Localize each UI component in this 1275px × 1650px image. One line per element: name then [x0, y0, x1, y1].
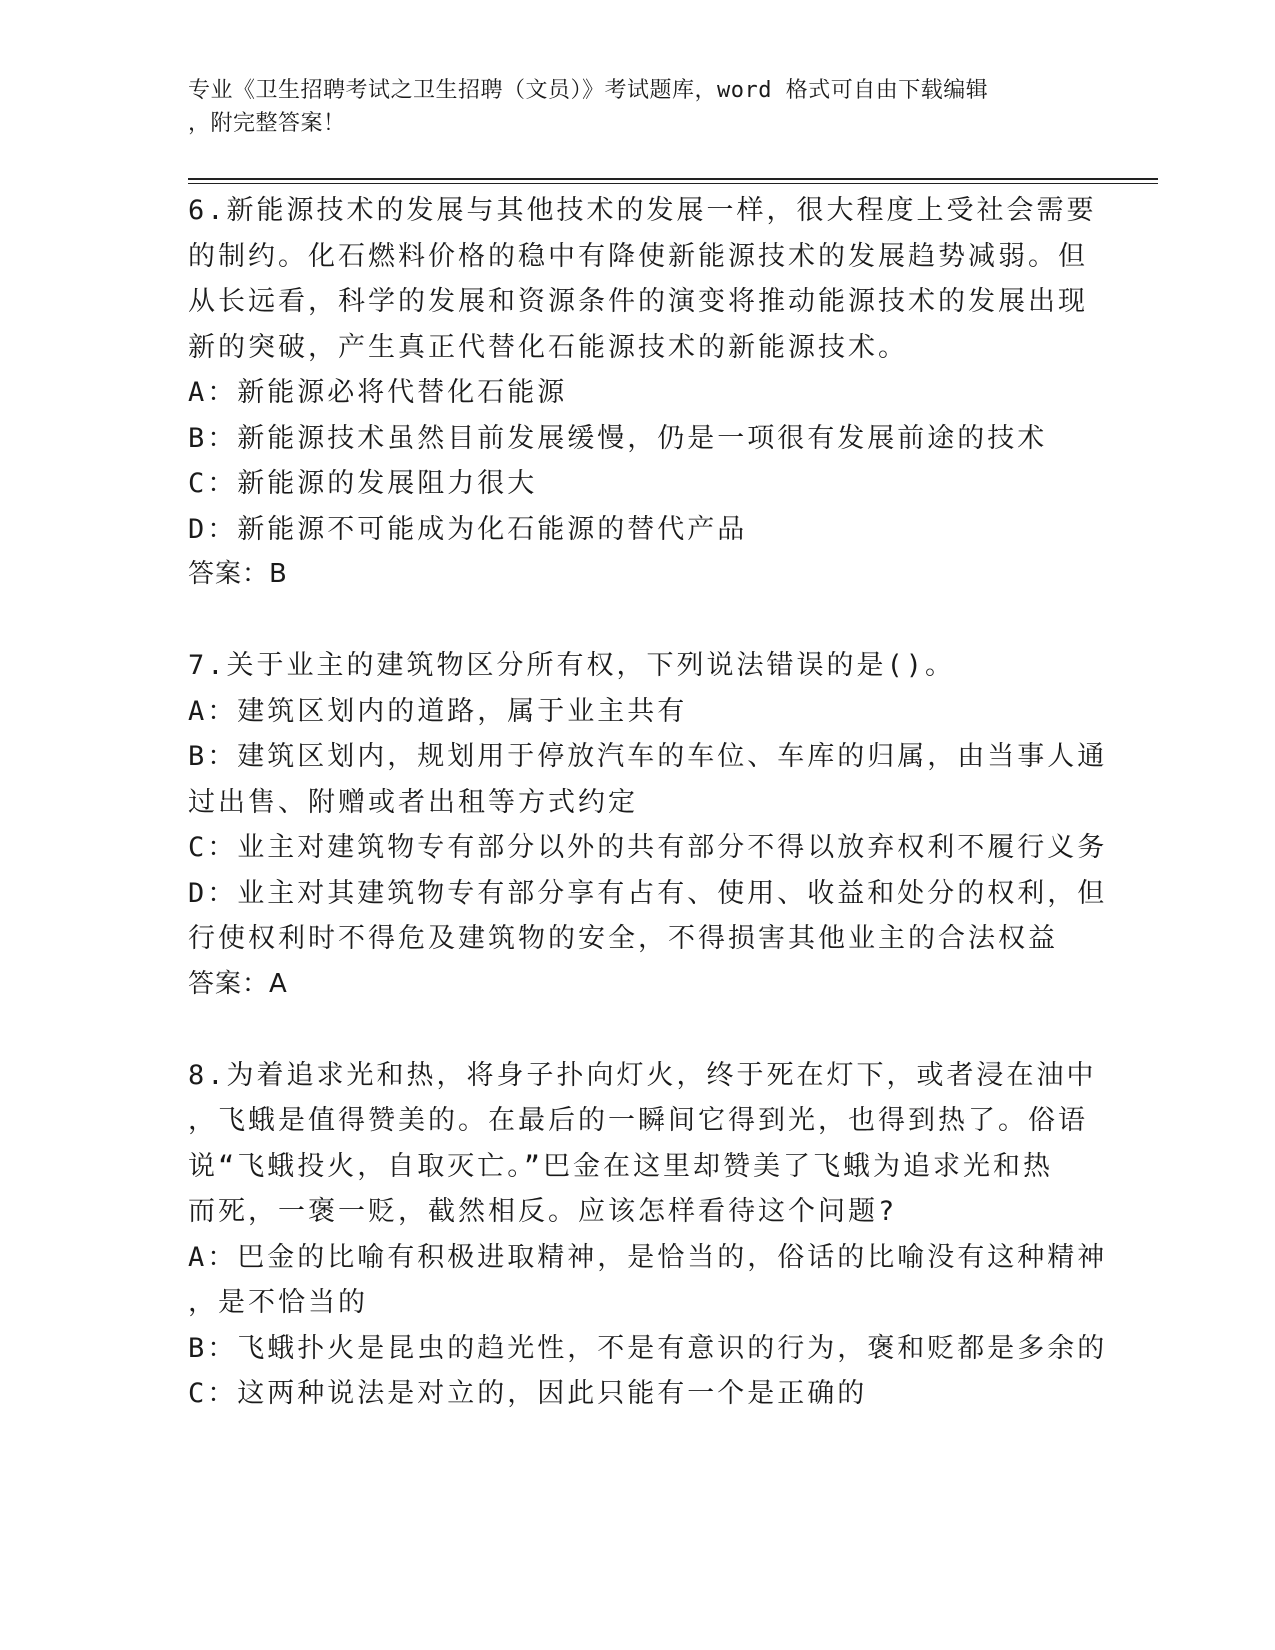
option-a: A：建筑区划内的道路，属于业主共有 — [188, 695, 688, 727]
question-stem-line: 6.新能源技术的发展与其他技术的发展一样，很大程度上受社会需要 — [188, 195, 1097, 226]
question-stem-line: 而死，一褒一贬，截然相反。应该怎样看待这个问题? — [188, 1196, 898, 1227]
option-d: D：新能源不可能成为化石能源的替代产品 — [188, 513, 748, 545]
question-stem-line: 说“飞蛾投火，自取灭亡。”巴金在这里却赞美了飞蛾为追求光和热 — [188, 1150, 1054, 1182]
spacer — [188, 1007, 1088, 1053]
question-6 — [188, 188, 1097, 598]
option-c: C：新能源的发展阻力很大 — [188, 468, 538, 499]
question-8 — [188, 1053, 1108, 1417]
option-d: D：业主对其建筑物专有部分享有占有、使用、收益和处分的权利，但 — [188, 877, 1108, 909]
question-stem-line: 新的突破，产生真正代替化石能源技术的新能源技术。 — [188, 331, 908, 363]
option-c: C：业主对建筑物专有部分以外的共有部分不得以放弃权利不履行义务 — [188, 832, 1108, 863]
option-b: B：飞蛾扑火是昆虫的趋光性，不是有意识的行为，褒和贬都是多余的 — [188, 1332, 1108, 1364]
answer-label: 答案：B — [188, 559, 288, 589]
header-divider-thick — [188, 178, 1158, 180]
header-line-2: ，附完整答案！ — [188, 111, 346, 136]
question-stem-line: 从长远看，科学的发展和资源条件的演变将推动能源技术的发展出现 — [188, 286, 1088, 317]
answer-label: 答案：A — [188, 968, 288, 999]
header-line-1: 专业《卫生招聘考试之卫生招聘（文员）》考试题库，word 格式可自由下载编辑 — [188, 78, 989, 103]
question-list — [188, 188, 1108, 1417]
header-divider-thin — [188, 183, 1158, 184]
option-b: B：新能源技术虽然目前发展缓慢，仍是一项很有发展前途的技术 — [188, 422, 1048, 454]
option-b: B：建筑区划内，规划用于停放汽车的车位、车库的归属，由当事人通 — [188, 741, 1108, 772]
option-a: A：巴金的比喻有积极进取精神，是恰当的，俗话的比喻没有这种精神 — [188, 1241, 1108, 1273]
option-a-continued: ，是不恰当的 — [188, 1287, 368, 1318]
option-a: A：新能源必将代替化石能源 — [188, 377, 568, 408]
question-stem-line: 8.为着追求光和热，将身子扑向灯火，终于死在灯下，或者浸在油中 — [188, 1059, 1097, 1091]
question-stem-line: 7.关于业主的建筑物区分所有权，下列说法错误的是()。 — [188, 650, 956, 681]
option-c: C：这两种说法是对立的，因此只能有一个是正确的 — [188, 1378, 868, 1409]
question-7 — [188, 643, 1108, 1007]
page-header — [188, 74, 1078, 140]
option-d-continued: 行使权利时不得危及建筑物的安全，不得损害其他业主的合法权益 — [188, 923, 1058, 954]
question-stem-line: 的制约。化石燃料价格的稳中有降使新能源技术的发展趋势减弱。但 — [188, 240, 1088, 272]
spacer — [188, 598, 1088, 644]
option-b-continued: 过出售、附赠或者出租等方式约定 — [188, 786, 638, 818]
question-stem-line: ，飞蛾是值得赞美的。在最后的一瞬间它得到光，也得到热了。俗语 — [188, 1105, 1088, 1136]
